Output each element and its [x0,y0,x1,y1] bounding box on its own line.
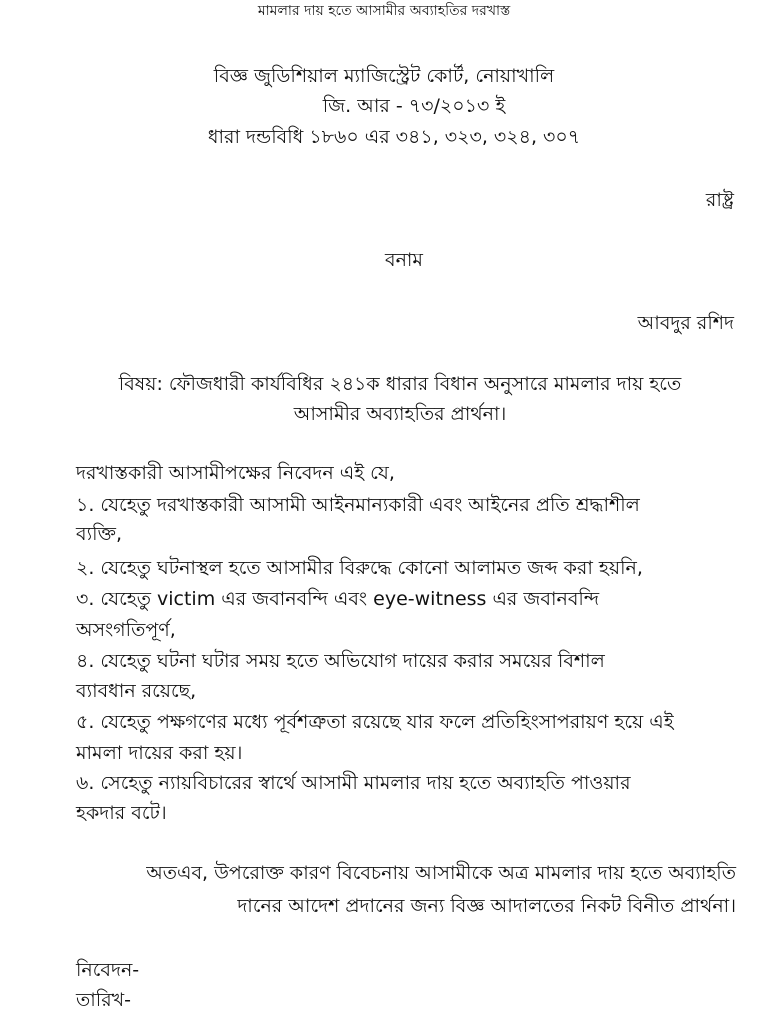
point-6-line-2: হকদার বটে। [76,802,167,824]
closing-line-2: দানের আদেশ প্রদানের জন্য বিজ্ঞ আদালতের নিকট বিনীত প্রার্থনা। [237,895,736,917]
submitted-by-label: নিবেদন- [76,959,140,981]
running-title: মামলার দায় হতে আসামীর অব্যাহতির দরখাস্ত [257,3,511,19]
penal-section: ধারা দন্ডবিধি ১৮৬০ এর ৩৪১, ৩২৩, ৩২৪, ৩০৭ [207,126,581,148]
point-1-line-1: ১. যেহেতু দরখাস্তকারী আসামী আইনমান্যকারী এবং আইনের প্রতি শ্রদ্ধাশীল [76,494,640,516]
point-3-line-1: ৩. যেহেতু victim এর জবানবন্দি এবং eye-witness এর জবানবন্দি [76,588,600,610]
petition-intro: দরখাস্তকারী আসামীপক্ষের নিবেদন এই যে, [76,462,395,484]
point-4-line-2: ব্যাবধান রয়েছে, [76,680,197,702]
date-label: তারিখ- [76,989,131,1011]
court-name: বিজ্ঞ জুডিশিয়াল ম্যাজিস্ট্রেট কোর্ট, নোয়াখালি [213,65,555,87]
party-state: রাষ্ট্র [705,189,734,211]
closing-line-1: অতএব, উপরোক্ত কারণ বিবেচনায় আসামীকে অত্র মামলার দায় হতে অব্যাহতি [146,862,736,884]
party-accused: আবদুর রশিদ [637,312,734,334]
point-4-line-1: ৪. যেহেতু ঘটনা ঘটার সময় হতে অভিযোগ দায়ের করার সময়ের বিশাল [76,650,605,672]
subject-line-1: বিষয়: ফৌজধারী কার্যবিধির ২৪১ক ধারার বিধান অনুসারে মামলার দায় হতে [118,373,682,395]
point-2-line-1: ২. যেহেতু ঘটনাস্থল হতে আসামীর বিরুদ্ধে কোনো আলামত জব্দ করা হয়নি, [76,557,643,579]
point-6-line-1: ৬. সেহেতু ন্যায়বিচারের স্বার্থে আসামী মামলার দায় হতে অব্যাহতি পাওয়ার [76,772,631,794]
point-5-line-1: ৫. যেহেতু পক্ষগণের মধ্যে পূর্বশত্রুতা রয়েছে যার ফলে প্রতিহিংসাপরায়ণ হয়ে এই [76,711,674,733]
subject-line-2: আসামীর অব্যাহতির প্রার্থনা। [293,403,507,425]
point-3-line-2: অসংগতিপূর্ণ, [76,619,176,641]
point-1-line-2: ব্যক্তি, [76,523,123,545]
point-5-line-2: মামলা দায়ের করা হয়। [76,742,243,764]
case-number: জি. আর - ৭৩/২০১৩ ই [322,95,506,117]
versus-label: বনাম [385,249,423,271]
